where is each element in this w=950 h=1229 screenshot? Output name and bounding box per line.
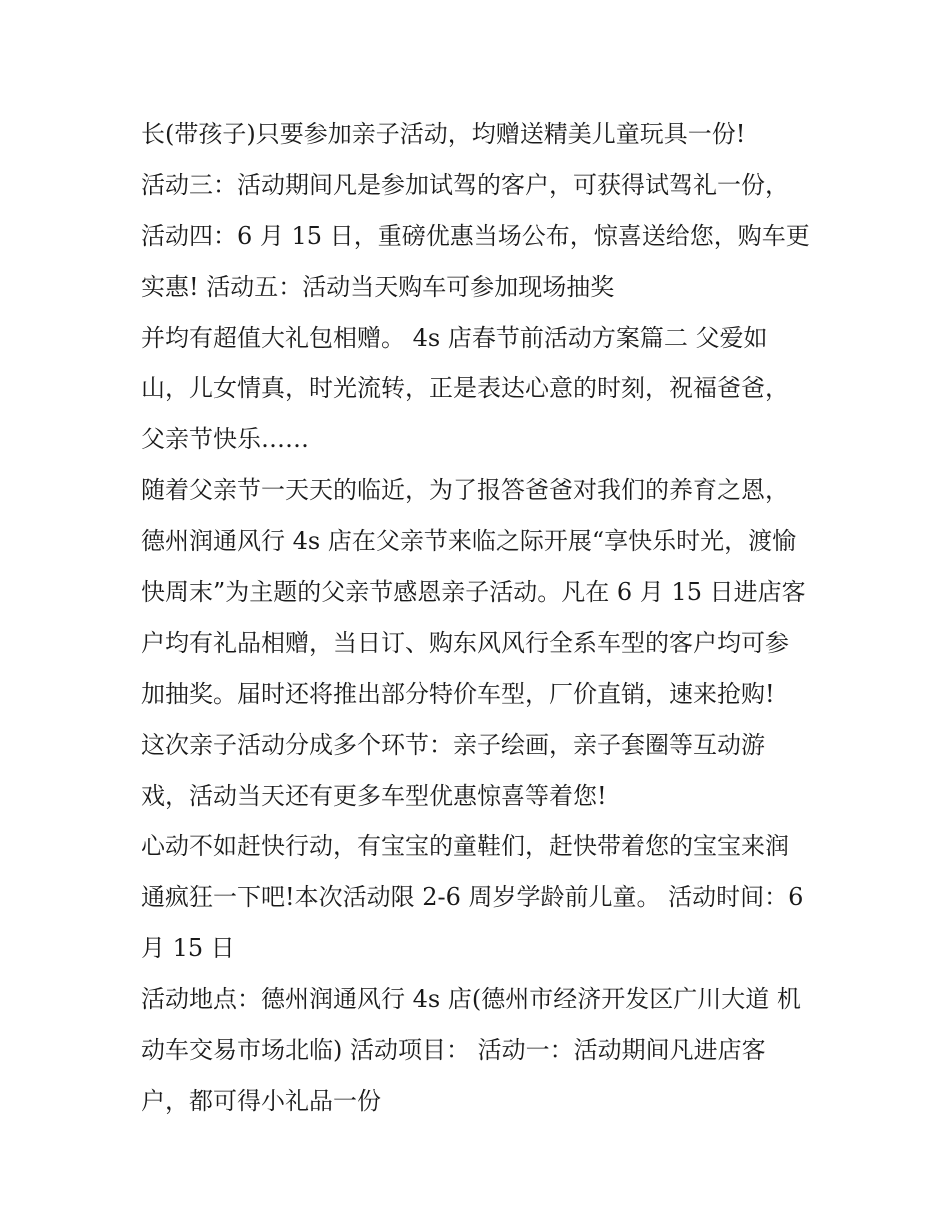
text-line: 德州润通风行 4s 店在父亲节来临之际开展“享快乐时光，渡愉	[141, 527, 797, 556]
text-line: 动车交易市场北临) 活动项目： 活动一：活动期间凡进店客	[141, 1036, 766, 1065]
text-line: 户，都可得小礼品一份	[141, 1086, 381, 1115]
text-line: 山，儿女情真，时光流转，正是表达心意的时刻，祝福爸爸，	[141, 374, 789, 403]
text-line: 通疯狂一下吧!本次活动限 2-6 周岁学龄前儿童。 活动时间：6	[141, 883, 804, 912]
text-line: 快周末”为主题的父亲节感恩亲子活动。凡在 6 月 15 日进店客	[141, 578, 806, 607]
text-line: 活动地点：德州润通风行 4s 店(德州市经济开发区广川大道 机	[141, 985, 801, 1014]
text-line: 长(带孩子)只要参加亲子活动，均赠送精美儿童玩具一份!	[141, 120, 746, 148]
text-line: 月 15 日	[141, 934, 235, 963]
document-body	[141, 109, 821, 1127]
text-line: 并均有超值大礼包相赠。 4s 店春节前活动方案篇二 父爱如	[141, 323, 768, 352]
text-line: 这次亲子活动分成多个环节：亲子绘画，亲子套圈等互动游	[141, 730, 765, 759]
text-line: 戏，活动当天还有更多车型优惠惊喜等着您!	[141, 781, 607, 810]
text-line: 随着父亲节一天天的临近，为了报答爸爸对我们的养育之恩，	[141, 476, 789, 505]
text-line: 活动四：6 月 15 日，重磅优惠当场公布，惊喜送给您，购车更	[141, 221, 810, 250]
text-line: 心动不如赶快行动，有宝宝的童鞋们，赶快带着您的宝宝来润	[141, 832, 789, 861]
text-line: 户均有礼品相赠，当日订、购东风风行全系车型的客户均可参	[141, 628, 789, 657]
text-line: 父亲节快乐……	[141, 425, 309, 454]
text-line: 实惠! 活动五：活动当天购车可参加现场抽奖	[141, 272, 615, 301]
text-line: 活动三：活动期间凡是参加试驾的客户，可获得试驾礼一份，	[141, 170, 789, 199]
text-line: 加抽奖。届时还将推出部分特价车型，厂价直销，速来抢购!	[141, 679, 775, 708]
